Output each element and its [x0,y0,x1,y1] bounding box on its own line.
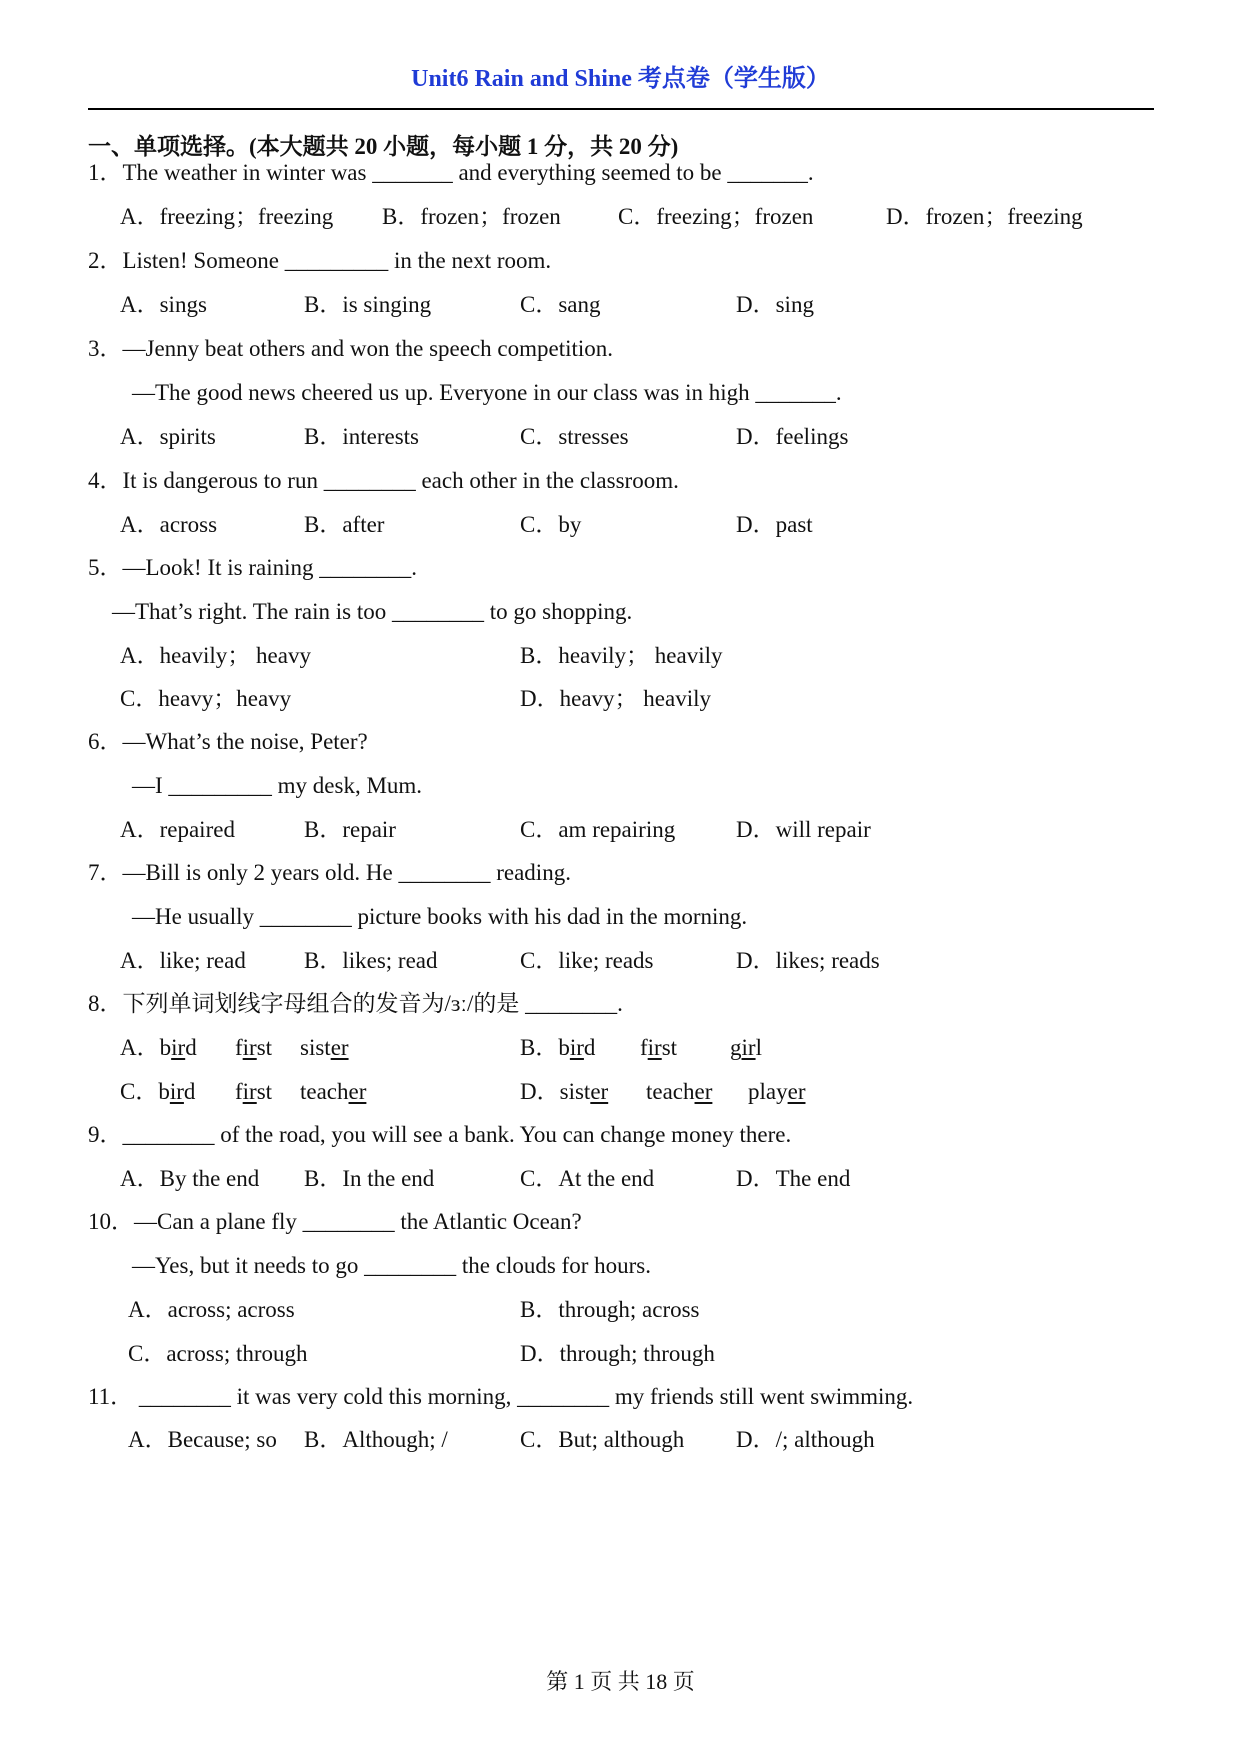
question-11-option-c: C．But; although [520,1427,685,1452]
question-8-option-d-word-3: player [748,1079,806,1104]
question-9-option-a: A．By the end [120,1166,260,1191]
question-3-stem: 3．—Jenny beat others and won the speech competition. [88,336,614,361]
question-5-option-d: D．heavy； heavily [520,686,711,711]
underlined-letters: er [590,1079,609,1104]
question-6-option-b: B．repair [304,817,396,842]
question-9-option-b: B．In the end [304,1166,435,1191]
question-10-option-d: D．through; through [520,1341,715,1366]
question-2-option-d: D．sing [736,292,814,317]
question-10-option-a: A．across; across [128,1297,295,1322]
question-4-option-c: C．by [520,512,582,537]
question-4-option-a: A．across [120,512,218,537]
question-7-stem: 7．—Bill is only 2 years old. He ________ reading. [88,860,571,885]
question-9-stem: 9．________ of the road, you will see a bank. You can change money there. [88,1122,792,1147]
underlined-letters: ir [171,1035,186,1060]
question-6-option-c: C．am repairing [520,817,676,842]
section-header: 一、单项选择。(本大题共 20 小题，每小题 1 分，共 20 分) [88,134,679,159]
question-2-option-b: B．is singing [304,292,432,317]
underlined-letters: ir [741,1035,756,1060]
question-8-option-a-word-3: sister [300,1035,349,1060]
question-5-line-2: —That’s right. The rain is too ________ to go shopping. [112,599,633,624]
question-5-option-a: A．heavily； heavy [120,643,311,668]
question-1-option-c: C．freezing；frozen [618,204,814,229]
question-10-stem: 10．—Can a plane fly ________ the Atlantic Ocean? [88,1209,582,1234]
option-label: A． [120,1035,160,1060]
question-6-option-a: A．repaired [120,817,235,842]
header-divider [88,108,1154,110]
question-3-option-d: D．feelings [736,424,849,449]
word: bird [558,1035,596,1060]
question-8-option-b-word-3: girl [730,1035,762,1060]
question-8-option-b [520,1033,595,1063]
question-8-option-c-word-2: first [235,1079,273,1104]
question-11-option-d: D．/; although [736,1427,875,1452]
question-1-option-b: B．frozen；frozen [382,204,561,229]
underlined-letters: ir [569,1035,584,1060]
question-7-line-2: —He usually ________ picture books with his dad in the morning. [132,904,748,929]
question-2-stem: 2．Listen! Someone _________ in the next room. [88,248,552,273]
question-5-option-c: C．heavy；heavy [120,686,292,711]
question-10-option-c: C．across; through [128,1341,308,1366]
question-8-option-a-word-2: first [235,1035,273,1060]
question-1-option-d: D．frozen；freezing [886,204,1083,229]
question-10-line-2: —Yes, but it needs to go ________ the clouds for hours. [132,1253,651,1278]
question-8-stem: 8．下列单词划线字母组合的发音为/ɜː/的是 ________. [88,991,623,1016]
question-11-option-b: B．Although; / [304,1427,448,1452]
underlined-letters: ir [242,1079,257,1104]
underlined-letters: er [330,1035,349,1060]
question-5-option-b: B．heavily； heavily [520,643,723,668]
page-footer: 第 1 页 共 18 页 [546,1669,695,1694]
underlined-letters: ir [242,1035,257,1060]
question-8-option-c [120,1077,195,1107]
question-6-stem: 6．—What’s the noise, Peter? [88,729,368,754]
underlined-letters: er [787,1079,806,1104]
question-3-line-2: —The good news cheered us up. Everyone in our class was in high _______. [132,380,842,405]
question-8-option-c-word-3: teacher [300,1079,367,1104]
question-8-option-d-word-2: teacher [646,1079,713,1104]
question-3-option-b: B．interests [304,424,419,449]
option-label: D． [520,1079,560,1104]
word: bird [159,1035,197,1060]
question-1-stem: 1．The weather in winter was _______ and everything seemed to be _______. [88,160,814,185]
question-3-option-a: A．spirits [120,424,216,449]
option-label: B． [520,1035,559,1060]
question-7-option-b: B．likes; read [304,948,438,973]
question-7-option-c: C．like; reads [520,948,654,973]
underlined-letters: ir [647,1035,662,1060]
page-title: Unit6 Rain and Shine 考点卷（学生版） [411,66,830,92]
question-5-stem: 5．—Look! It is raining ________. [88,555,417,580]
question-3-option-c: C．stresses [520,424,629,449]
question-7-option-a: A．like; read [120,948,246,973]
underlined-letters: er [348,1079,367,1104]
question-4-stem: 4．It is dangerous to run ________ each other in the classroom. [88,468,679,493]
underlined-letters: er [694,1079,713,1104]
question-6-option-d: D．will repair [736,817,871,842]
question-8-option-a [120,1033,197,1063]
option-label: C． [120,1079,159,1104]
question-11-stem: 11． ________ it was very cold this morning, ________ my friends still went swimming. [88,1384,914,1409]
underlined-letters: ir [169,1079,184,1104]
question-9-option-c: C．At the end [520,1166,655,1191]
question-6-line-2: —I _________ my desk, Mum. [132,773,423,798]
word: sister [559,1079,609,1104]
question-8-option-d [520,1077,608,1107]
question-4-option-d: D．past [736,512,813,537]
question-2-option-c: C．sang [520,292,601,317]
question-1-option-a: A．freezing；freezing [120,204,334,229]
question-11-option-a: A．Because; so [128,1427,277,1452]
question-7-option-d: D．likes; reads [736,948,880,973]
question-8-option-b-word-2: first [640,1035,678,1060]
word: bird [158,1079,196,1104]
question-9-option-d: D．The end [736,1166,851,1191]
question-2-option-a: A．sings [120,292,207,317]
question-4-option-b: B．after [304,512,385,537]
question-10-option-b: B．through; across [520,1297,700,1322]
